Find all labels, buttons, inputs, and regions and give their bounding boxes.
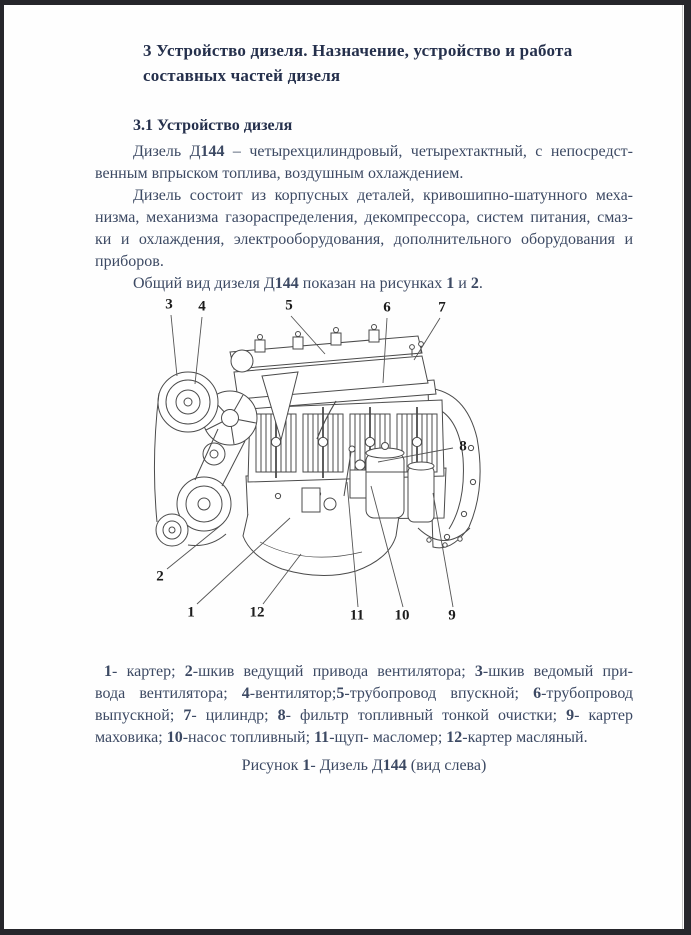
page-title xyxy=(143,38,613,88)
engine-drawing-icon xyxy=(150,290,490,640)
engine-figure xyxy=(150,290,490,640)
page-title-line-2: составных частей дизеля xyxy=(143,66,341,85)
figure-callout-3: 3 xyxy=(165,296,173,313)
paragraph-line: ки и охлаждения, электрооборудования, дополнительного оборудования и xyxy=(95,231,633,248)
page-title-line-1: 3 Устройство дизеля. Назначение, устройство и работа xyxy=(143,41,573,60)
figure-callout-2: 2 xyxy=(156,568,164,585)
figure-callout-4: 4 xyxy=(198,298,206,315)
legend-line: маховика; 10-насос топливный; 11-щуп- масломер; 12-картер масляный. xyxy=(95,729,588,746)
figure-callout-7: 7 xyxy=(438,299,446,316)
legend-line: выпускной; 7- цилиндр; 8- фильтр топливный тонкой очистки; 9- картер xyxy=(95,707,634,724)
figure-caption: Рисунок 1- Дизель Д144 (вид слева) xyxy=(241,757,487,774)
paragraph-line: низма, механизма газораспределения, декомпрессора, систем питания, смаз- xyxy=(95,209,633,226)
figure-callout-11: 11 xyxy=(349,607,365,624)
figure-callout-8: 8 xyxy=(459,438,467,455)
figure-callout-9: 9 xyxy=(448,607,456,624)
paragraph-line: Общий вид дизеля Д144 показан на рисунках 1 и 2. xyxy=(133,275,483,292)
figure-callout-10: 10 xyxy=(394,607,410,624)
figure-callout-6: 6 xyxy=(383,299,391,316)
figure-callout-5: 5 xyxy=(285,297,293,314)
paragraph-line: Дизель Д144 – четырехцилиндровый, четырехтактный, с непосредст- xyxy=(133,143,634,160)
figure-callout-12: 12 xyxy=(249,604,265,621)
paragraph-line: Дизель состоит из корпусных деталей, кривошипно-шатунного меха- xyxy=(133,187,633,204)
legend-line: вода вентилятора; 4-вентилятор;5-трубопровод впускной; 6-трубопровод xyxy=(95,685,633,702)
paragraph-line: приборов. xyxy=(95,253,164,270)
paragraph-line: венным впрыском топлива, воздушным охлаждением. xyxy=(95,165,464,182)
paragraph-engine-type xyxy=(95,141,633,185)
paragraph-engine-parts xyxy=(95,185,633,273)
legend-line: 1- картер; 2-шкив ведущий привода вентилятора; 3-шкив ведомый при- xyxy=(104,663,633,680)
section-heading: 3.1 Устройство дизеля xyxy=(133,117,293,134)
figure-legend xyxy=(95,661,633,749)
figure-callout-1: 1 xyxy=(187,604,195,621)
